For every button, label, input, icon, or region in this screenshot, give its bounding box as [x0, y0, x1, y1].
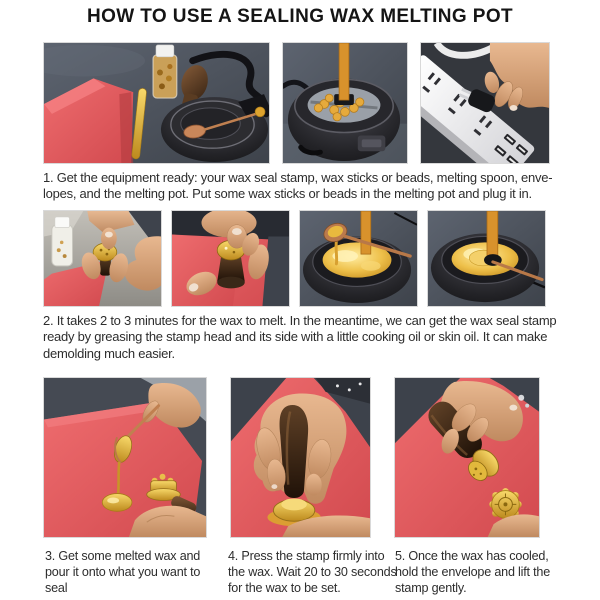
step-5-text [395, 548, 550, 596]
photo-melted-wax-spoon-drip [299, 210, 418, 307]
photo-pressing-stamp [230, 377, 371, 538]
photo-row-1 [43, 42, 550, 164]
step-4-line-2: the wax. Wait 20 to 30 seconds [228, 565, 397, 579]
photo-greasing-stamp-head [43, 210, 162, 307]
photo-beads-in-pot [282, 42, 408, 164]
wax-puddle [102, 494, 132, 512]
wax-stick [361, 211, 371, 254]
beads-bottle [153, 45, 177, 98]
photo-row-2 [43, 210, 546, 307]
step-3-line-3: seal [45, 581, 68, 595]
step-5-line-2: hold the envelope and lift the [395, 565, 551, 579]
step-3-line-1: 3. Get some melted wax and [45, 549, 201, 563]
step-4-line-3: for the wax to be set. [228, 581, 341, 595]
step-2-line-3: demolding much easier. [43, 345, 175, 361]
photo-lifting-stamp [394, 377, 540, 538]
photo-melted-wax-stirring [427, 210, 546, 307]
step-1-line-2: lopes, and the melting pot. Put some wax sticks or beads in the melting pot and plug it in. [43, 186, 532, 202]
photo-greasing-stamp-side [171, 210, 290, 307]
oil-bottle [52, 217, 73, 266]
step-2-line-2: ready by greasing the stamp head and its side with a little cooking oil or skin oil. It can make [43, 329, 548, 345]
step-3-line-2: pour it onto what you want to [45, 565, 201, 579]
melting-pot [431, 234, 539, 303]
wax-stick [487, 211, 498, 258]
wax-stick [339, 43, 349, 100]
photo-pouring-wax [43, 377, 207, 538]
step-5-line-1: 5. Once the wax has cooled, [395, 549, 549, 563]
step-1-text [43, 170, 552, 203]
step-4-text [228, 548, 397, 596]
page-title: HOW TO USE A SEALING WAX MELTING POT [86, 6, 514, 27]
step-2-line-1: 2. It takes 2 to 3 minutes for the wax to melt. In the meantime, we can get the wax seal stamp [43, 313, 557, 328]
wax-drip [118, 463, 119, 495]
photo-plug-into-power-strip [420, 42, 550, 164]
melting-pot [303, 236, 411, 303]
photo-row-3 [43, 377, 540, 538]
step-5-line-3: stamp gently. [395, 581, 467, 595]
step-3-text [45, 548, 200, 596]
photo-equipment-overview [43, 42, 270, 164]
step-4-line-1: 4. Press the stamp firmly into [228, 549, 385, 563]
step-2-text [43, 313, 556, 362]
step-1-line-1: 1. Get the equipment ready: your wax seal stamp, wax sticks or beads, melting spoon, enve- [43, 170, 553, 185]
